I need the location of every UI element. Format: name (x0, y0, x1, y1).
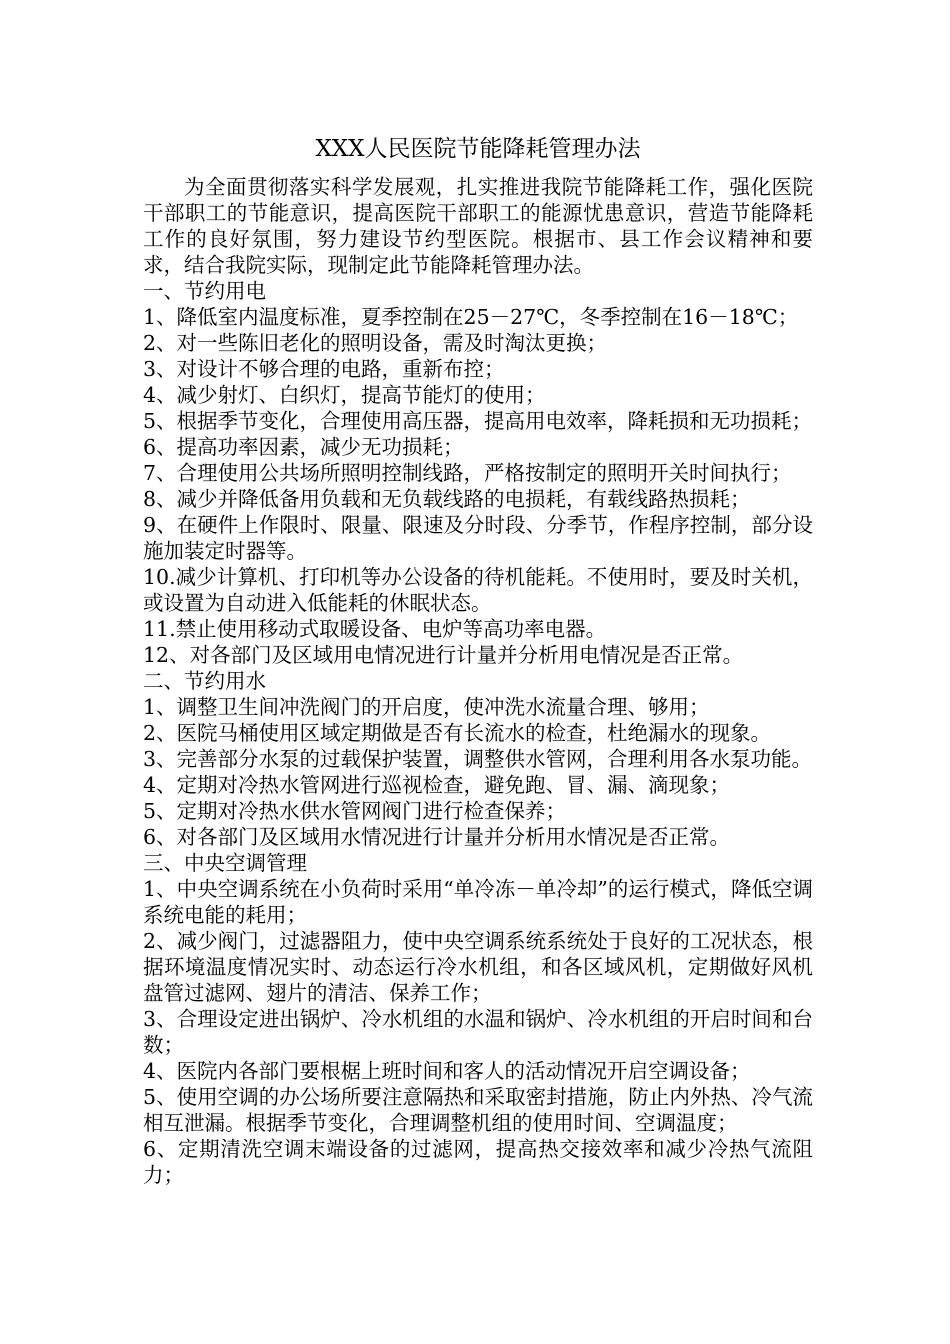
list-item: 11.禁止使用移动式取暖设备、电炉等高功率电器。 (143, 617, 607, 641)
section-heading: 一、节约用电 (143, 279, 266, 303)
section-heading: 二、节约用水 (143, 669, 266, 693)
list-item: 12、对各部门及区域用电情况进行计量并分析用电情况是否正常。 (143, 643, 744, 667)
list-item: 3、对设计不够合理的电路，重新布控； (143, 357, 505, 381)
list-item: 9、在硬件上作限时、限量、限速及分时段、分季节，作程序控制，部分设施加装定时器等。 (143, 513, 813, 563)
document-title: XXX人民医院节能降耗管理办法 (315, 136, 641, 162)
list-item: 4、减少射灯、白织灯，提高节能灯的使用； (143, 383, 546, 407)
list-item: 5、定期对冷热水供水管网阀门进行检查保养； (143, 799, 567, 823)
list-item: 6、对各部门及区域用水情况进行计量并分析用水情况是否正常。 (143, 825, 731, 849)
list-item: 4、医院内各部门要根椐上班时间和客人的活动情况开启空调设备； (143, 1059, 751, 1083)
list-item: 2、医院马桶使用区域定期做是否有长流水的检查，杜绝漏水的现象。 (143, 721, 772, 745)
list-item: 3、合理设定进出锅炉、冷水机组的水温和锅炉、冷水机组的开启时间和台数； (143, 1007, 813, 1057)
section-air-conditioning (143, 850, 813, 1188)
list-item: 5、根据季节变化，合理使用高压器，提高用电效率，降耗损和无功损耗； (143, 409, 813, 433)
list-item: 5、使用空调的办公场所要注意隔热和采取密封措施，防止内外热、冷气流相互泄漏。根据季节变化，合理调整机组的使用时间、空调温度； (143, 1085, 813, 1135)
list-item: 6、提高功率因素，减少无功损耗； (143, 435, 464, 459)
intro-paragraph: 为全面贯彻落实科学发展观，扎实推进我院节能降耗工作，强化医院干部职工的节能意识，提高医院干部职工的能源忧患意识，营造节能降耗工作的良好氛围，努力建设节约型医院。根据市、县工作会议精神和要求，结合我院实际，现制定此节能降耗管理办法。 (143, 175, 813, 277)
list-item: 1、调整卫生间冲洗阀门的开启度，使冲洗水流量合理、够用； (143, 695, 710, 719)
document-body (143, 132, 813, 1188)
list-item: 7、合理使用公共场所照明控制线路，严格按制定的照明开关时间执行； (143, 461, 792, 485)
list-item: 4、定期对冷热水管网进行巡视检查，避免跑、冒、漏、滴现象； (143, 773, 731, 797)
list-item: 8、减少并降低备用负载和无负载线路的电损耗，有载线路热损耗； (143, 487, 751, 511)
list-item: 1、中央空调系统在小负荷时采用“单冷冻－单冷却”的运行模式，降低空调系统电能的耗用； (143, 877, 813, 927)
list-item: 1、降低室内温度标准，夏季控制在25－27℃，冬季控制在16－18℃； (143, 305, 799, 329)
section-heading: 三、中央空调管理 (143, 851, 307, 875)
list-item: 2、对一些陈旧老化的照明设备，需及时淘汰更换； (143, 331, 608, 355)
section-electricity (143, 278, 813, 668)
section-water (143, 668, 813, 850)
list-item: 2、减少阀门，过滤器阻力，使中央空调系统系统处于良好的工况状态，根据环境温度情况实时、动态运行冷水机组，和各区域风机，定期做好风机盘管过滤网、翅片的清洁、保养工作； (143, 929, 813, 1005)
list-item: 3、完善部分水泵的过载保护装置，调整供水管网，合理利用各水泵功能。 (143, 747, 813, 771)
list-item: 6、定期清洗空调末端设备的过滤网，提高热交接效率和减少冷热气流阻力； (143, 1137, 813, 1187)
list-item: 10.减少计算机、打印机等办公设备的待机能耗。不使用时，要及时关机，或设置为自动进入低能耗的休眠状态。 (143, 565, 813, 615)
